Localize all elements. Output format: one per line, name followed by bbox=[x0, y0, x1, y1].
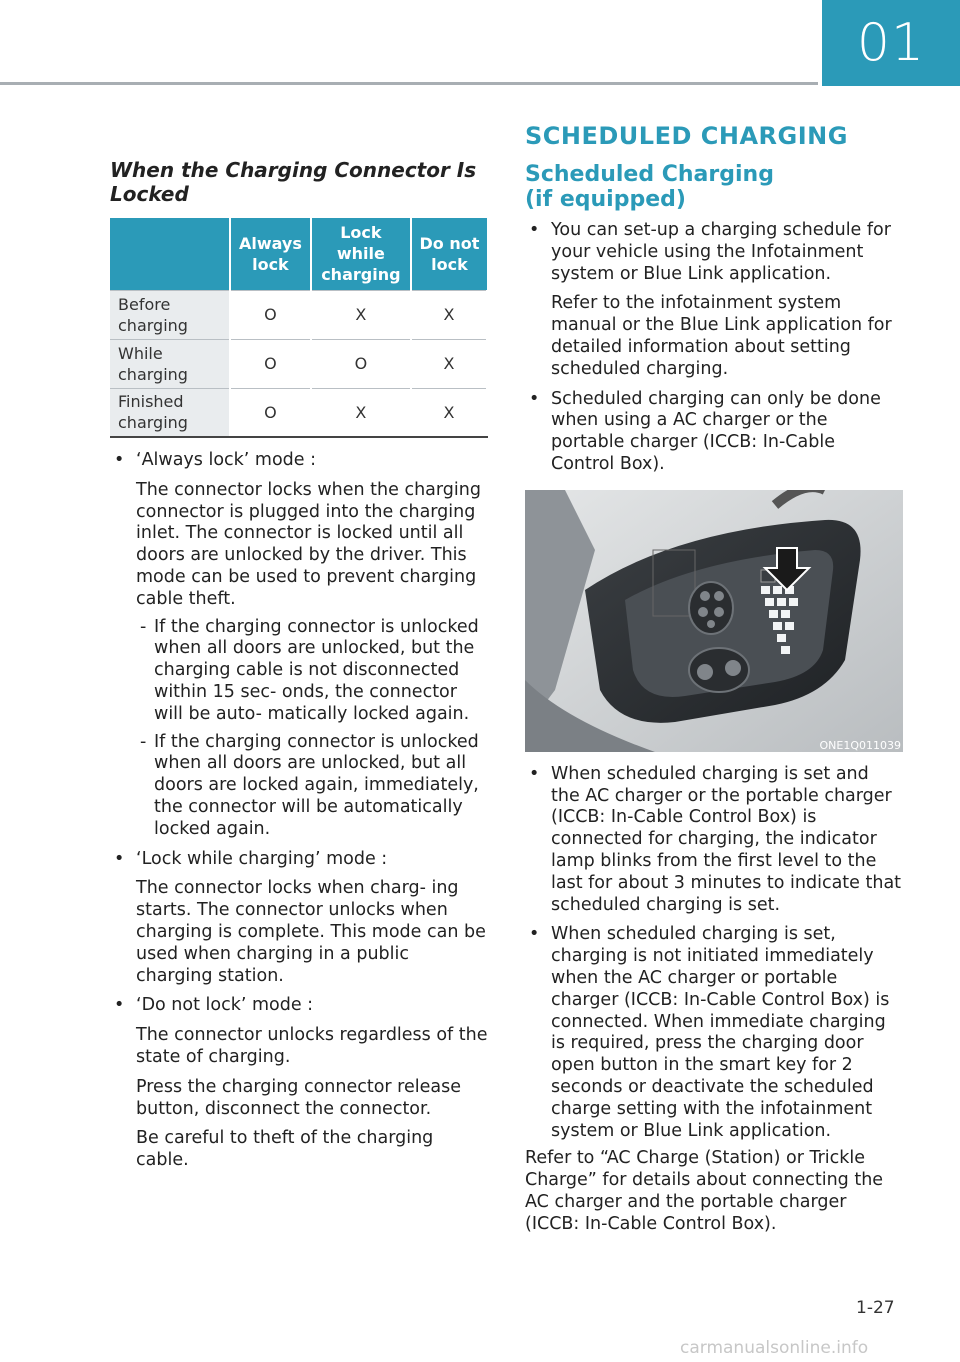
always-lock-note-2: - If the charging connector is unlocked when all doors are unlocked, but all doors are locked again, immediately, the connector will be automatically locked again. bbox=[110, 732, 490, 841]
lock-section-title: When the Charging Connector Is Locked bbox=[110, 158, 477, 206]
figure-code: ONE1Q011039 bbox=[819, 738, 901, 752]
table-cell: O bbox=[230, 388, 311, 437]
table-cell: O bbox=[311, 339, 411, 388]
table-row bbox=[110, 339, 487, 388]
table-cell: X bbox=[411, 339, 487, 388]
chapter-number: 01 bbox=[856, 13, 926, 73]
lock-while-charging-description: The connector locks when charg- ing starts. The connector unlocks when charging is complete. This mode can be used when charging in a public charging station. bbox=[136, 878, 486, 986]
scheduled-bullet-2: • Scheduled charging can only be done when using a AC charger or the portable charger (ICCB: In-Cable Control Box). bbox=[525, 389, 903, 476]
do-not-lock-description: The connector unlocks regardless of the state of charging. bbox=[136, 1025, 488, 1067]
bullet-do-not-lock-title: • ‘Do not lock’ mode : bbox=[110, 995, 490, 1017]
right-column bbox=[525, 120, 903, 1236]
always-lock-description: The connector locks when the charging connector is plugged into the charging inlet. The connector is locked until all doors are unlocked by the driver. This mode can be used to prevent charging cable theft. bbox=[136, 479, 481, 609]
bullet-always-lock-title: • ‘Always lock’ mode : bbox=[110, 450, 490, 472]
section-title: SCHEDULED CHARGING bbox=[525, 122, 848, 150]
scheduled-bullet-1-extra: Refer to the infotainment system manual or the Blue Link application for detailed information about setting scheduled charging. bbox=[551, 293, 892, 379]
table-header-row bbox=[110, 218, 487, 290]
table-cell: O bbox=[230, 339, 311, 388]
scheduled-bullet-1: • You can set-up a charging schedule for your vehicle using the Infotainment system or Blue Link application. bbox=[525, 220, 903, 285]
bullet-lock-while-charging-title: • ‘Lock while charging’ mode : bbox=[110, 849, 490, 871]
page-number: 1-27 bbox=[856, 1298, 895, 1318]
header-rule bbox=[0, 82, 818, 85]
connector-lock-table bbox=[110, 218, 488, 438]
do-not-lock-instruction: Press the charging connector release button, disconnect the connector. bbox=[136, 1076, 461, 1119]
chapter-tab bbox=[822, 0, 960, 86]
col-header-always-lock: Always lock bbox=[230, 218, 311, 290]
table-corner-cell bbox=[110, 218, 230, 290]
table-cell: X bbox=[411, 290, 487, 339]
left-column bbox=[110, 158, 490, 1172]
subsection-title: Scheduled Charging (if equipped) bbox=[525, 162, 774, 212]
table-cell: O bbox=[230, 290, 311, 339]
table-row bbox=[110, 290, 487, 339]
do-not-lock-warning: Be careful to theft of the charging cable. bbox=[136, 1128, 434, 1171]
watermark: carmanualsonline.info bbox=[680, 1338, 869, 1358]
col-header-lock-while-charging: Lock while charging bbox=[311, 218, 411, 290]
table-cell: X bbox=[311, 290, 411, 339]
scheduled-bullet-4: • When scheduled charging is set, charging is not initiated immediately when the AC charger or portable charger (ICCB: In-Cable Control Box) is connected. When immediate charging is required, press the charging door open button in the smart key for 2 seconds or deactivate the scheduled charge setting with the infotainment system or Blue Link application. bbox=[525, 924, 903, 1142]
table-cell: X bbox=[411, 388, 487, 437]
closing-reference: Refer to “AC Charge (Station) or Trickle Charge” for details about connecting the AC charger and the portable charger (ICCB: In-Cable Control Box). bbox=[525, 1148, 884, 1234]
col-header-do-not-lock: Do not lock bbox=[411, 218, 487, 290]
table-cell: X bbox=[311, 388, 411, 437]
row-header-before-charging: Before charging bbox=[110, 290, 230, 339]
table-row bbox=[110, 388, 487, 437]
row-header-finished-charging: Finished charging bbox=[110, 388, 230, 437]
always-lock-note-1: - If the charging connector is unlocked when all doors are unlocked, but the charging cable is not disconnected within 15 sec- onds, the connector will be auto- matically locked again. bbox=[110, 617, 490, 726]
row-header-while-charging: While charging bbox=[110, 339, 230, 388]
charging-port-illustration bbox=[525, 490, 903, 752]
scheduled-bullet-3: • When scheduled charging is set and the AC charger or the portable charger (ICCB: In-Cable Control Box) is connected for charging, the indicator lamp blinks from the first level to the last for about 3 minutes to indicate that scheduled charging is set. bbox=[525, 764, 903, 917]
charging-port-figure bbox=[525, 490, 903, 752]
